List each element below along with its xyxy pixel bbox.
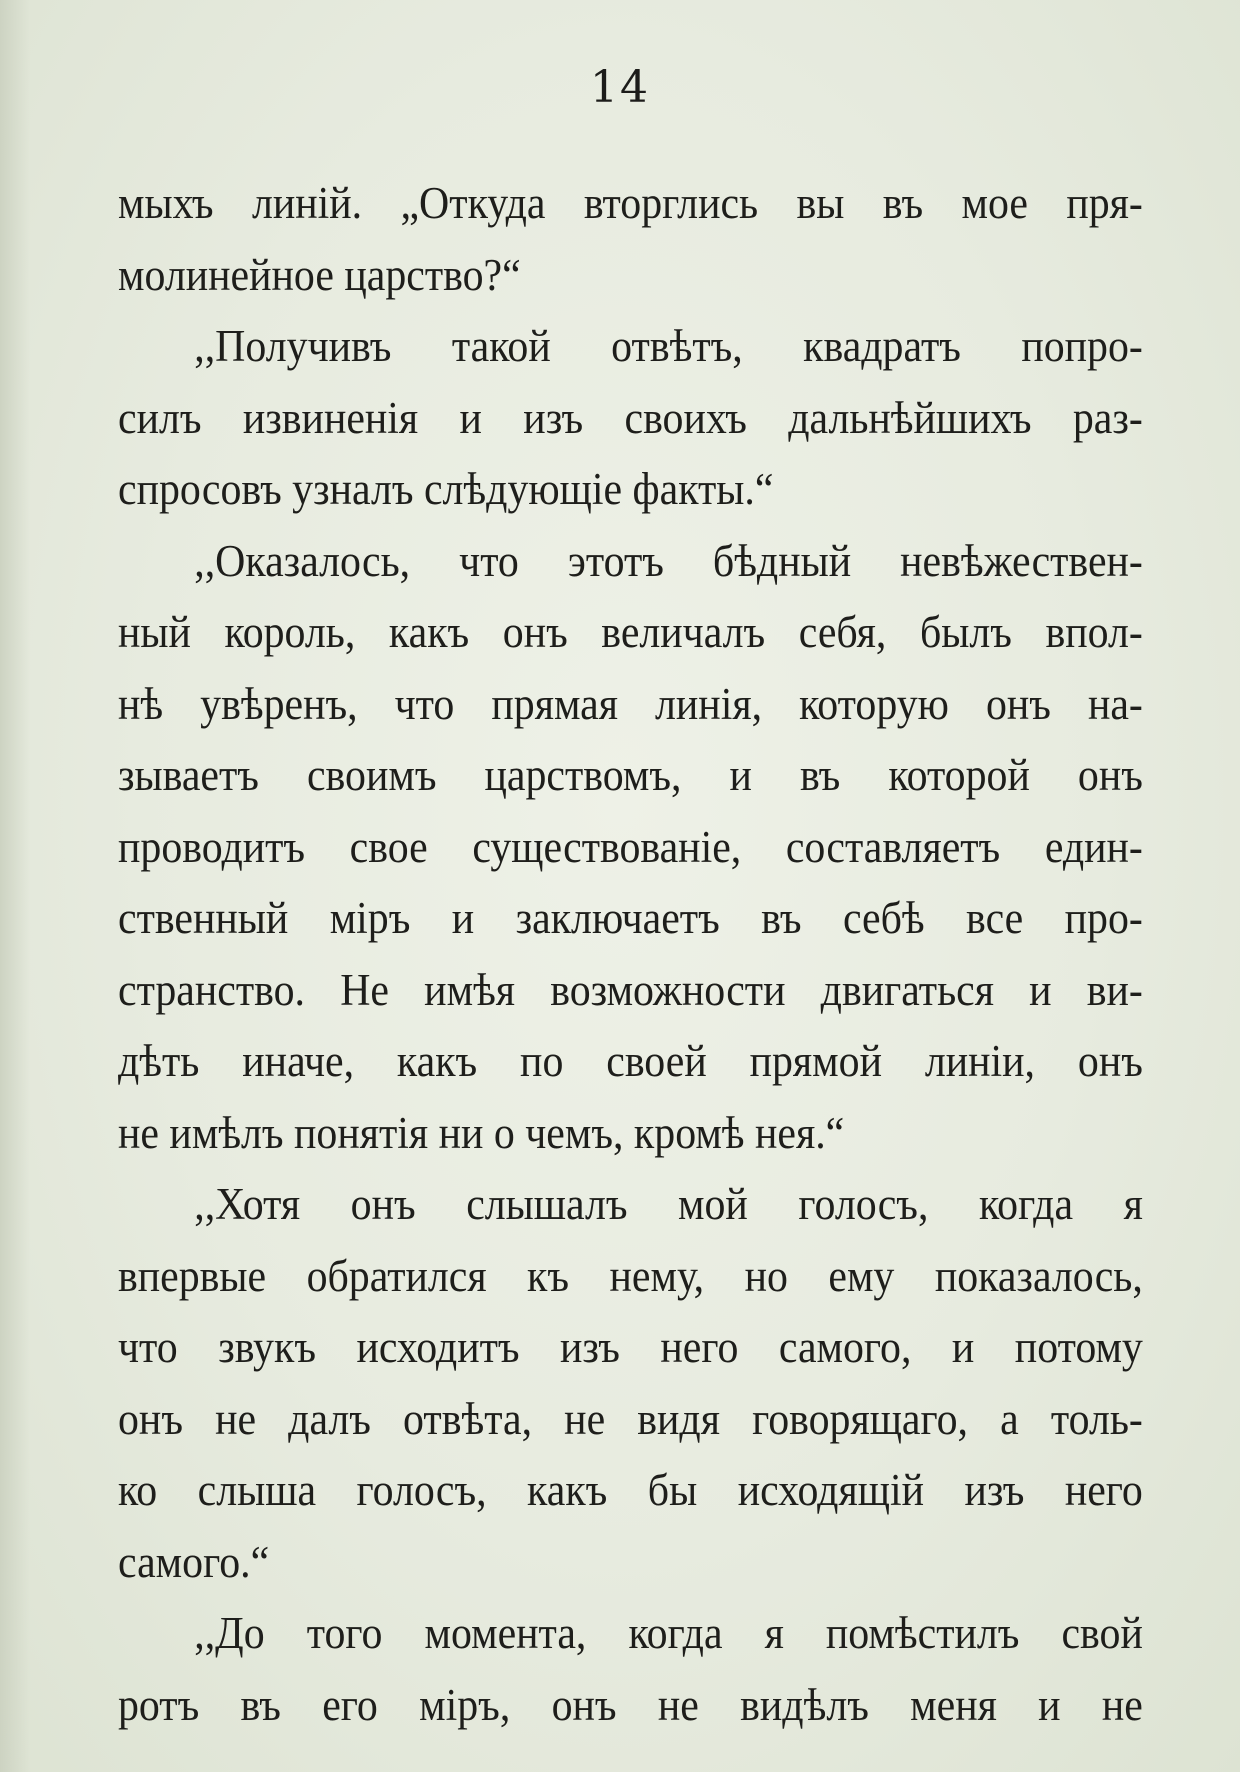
text-line: мыхъ линій. „Откуда вторглись вы въ мое пря- [118, 178, 1143, 228]
text-line: молинейное царство?“ [118, 249, 521, 300]
text-line: ротъ въ его міръ, онъ не видѣлъ меня и не [118, 1679, 1143, 1730]
body-text [118, 168, 1143, 1741]
text-line: странство. Не имѣя возможности двигаться и ви- [118, 964, 1143, 1015]
text-line: не имѣлъ понятія ни о чемъ, кромѣ нея.“ [118, 1107, 845, 1158]
text-line: зываетъ своимъ царствомъ, и въ которой онъ [118, 750, 1143, 800]
page-edge-shadow [0, 0, 30, 1772]
text-line: спросовъ узналъ слѣдующіе факты.“ [118, 464, 774, 514]
text-line: ственный міръ и заключаетъ въ себѣ все про- [118, 893, 1143, 943]
text-line: силъ извиненія и изъ своихъ дальнѣйшихъ раз- [118, 392, 1143, 443]
text-line: ,,Получивъ такой отвѣтъ, квадратъ попро- [194, 321, 1143, 371]
text-line: проводитъ свое существованіе, составляетъ един- [118, 821, 1143, 872]
text-line: нѣ увѣренъ, что прямая линія, которую онъ на- [118, 678, 1143, 729]
text-line: онъ не далъ отвѣта, не видя говорящаго, а толь- [118, 1393, 1143, 1444]
text-line: ,,До того момента, когда я помѣстилъ свой [194, 1608, 1143, 1658]
text-line: что звукъ исходитъ изъ него самого, и потому [118, 1322, 1143, 1372]
text-line: ,,Оказалось, что этотъ бѣдный невѣжествен- [194, 535, 1143, 586]
page-number: 14 [590, 62, 650, 113]
text-line: дѣть иначе, какъ по своей прямой линіи, онъ [118, 1036, 1143, 1086]
text-line: самого.“ [118, 1536, 270, 1587]
text-line: ко слыша голосъ, какъ бы исходящій изъ него [118, 1465, 1143, 1515]
text-line: ный король, какъ онъ величалъ себя, былъ впол- [118, 607, 1143, 657]
text-line: впервые обратился къ нему, но ему показалось, [118, 1250, 1143, 1301]
text-line: ,,Хотя онъ слышалъ мой голосъ, когда я [194, 1179, 1143, 1229]
